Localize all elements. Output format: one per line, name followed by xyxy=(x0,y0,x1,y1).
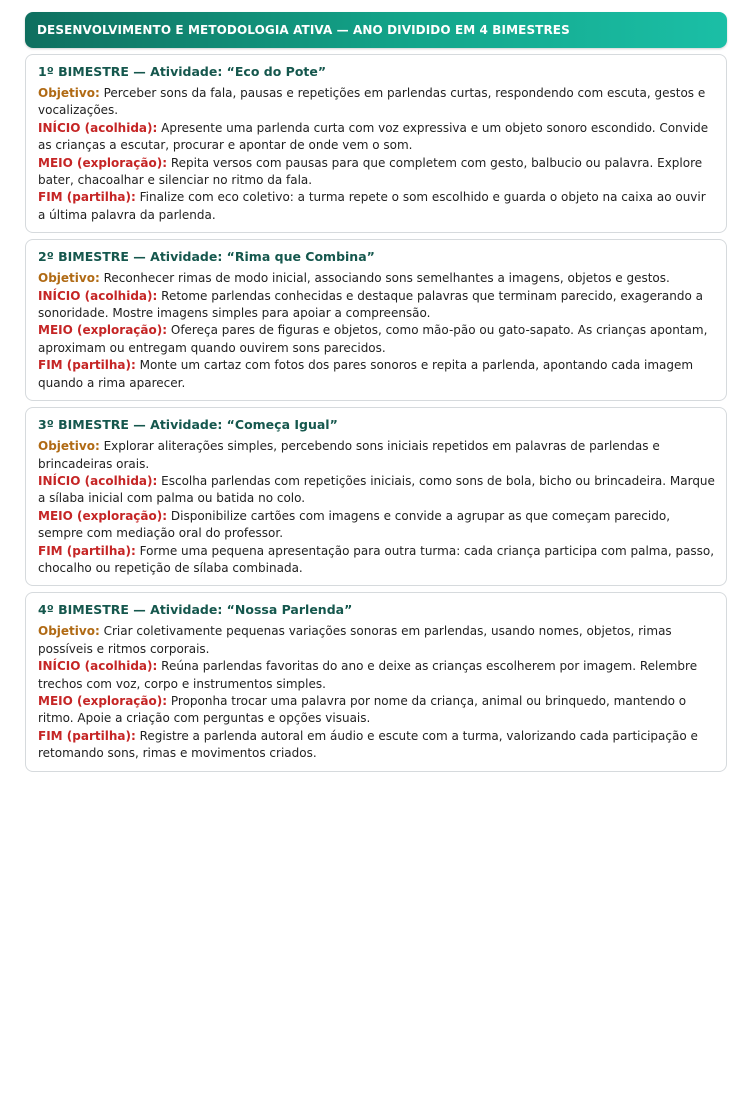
objetivo-text: Perceber sons da fala, pausas e repetições em parlendas curtas, respondendo com escuta, gestos e vocalizações. xyxy=(38,86,706,118)
meio-line xyxy=(38,693,715,728)
fim-label: FIM (partilha): xyxy=(38,728,136,743)
fim-text: Registre a parlenda autoral em áudio e escute com a turma, valorizando cada participação e retomando sons, rimas e movimentos criados. xyxy=(38,728,698,761)
meio-label: MEIO (exploração): xyxy=(38,323,168,338)
meio-line xyxy=(38,322,715,357)
objetivo-text: Reconhecer rimas de modo inicial, associando sons semelhantes a imagens, objetos e gestos. xyxy=(103,271,670,286)
objetivo-label: Objetivo: xyxy=(38,624,100,639)
fim-label: FIM (partilha): xyxy=(38,190,136,205)
inicio-text: Retome parlendas conhecidas e destaque palavras que terminam parecido, exagerando a sonoridade. Mostre imagens simples para apoiar a compreensão. xyxy=(38,288,703,321)
objetivo-label: Objetivo: xyxy=(38,86,100,100)
objetivo-line xyxy=(38,438,715,473)
objetivo-text: Explorar aliterações simples, percebendo sons iniciais repetidos em palavras de parlendas e brincadeiras orais. xyxy=(38,439,660,471)
meio-label: MEIO (exploração): xyxy=(38,508,168,523)
meio-label: MEIO (exploração): xyxy=(38,155,168,170)
objetivo-label: Objetivo: xyxy=(38,439,100,454)
card-title: 4º BIMESTRE — Atividade: “Nossa Parlenda” xyxy=(38,602,353,618)
card-title: 1º BIMESTRE — Atividade: “Eco do Pote” xyxy=(38,64,327,79)
bimestre-card-2 xyxy=(25,239,727,401)
meio-line xyxy=(38,155,715,190)
meio-text: Ofereça pares de figuras e objetos, como mão-pão ou gato-sapato. As crianças apontam, aproximam ou entregam quando ouvirem sons parecidos. xyxy=(38,323,708,355)
inicio-text: Escolha parlendas com repetições iniciais, como sons de bola, bicho ou brincadeira. Marque a sílaba inicial com palma ou batida no colo. xyxy=(38,473,715,506)
objetivo-line xyxy=(38,85,715,120)
inicio-line xyxy=(38,288,715,323)
page-title: DESENVOLVIMENTO E METODOLOGIA ATIVA — ANO DIVIDIDO EM 4 BIMESTRES xyxy=(37,23,570,37)
objetivo-line xyxy=(38,623,715,658)
objetivo-label: Objetivo: xyxy=(38,271,100,286)
inicio-text: Apresente uma parlenda curta com voz expressiva e um objeto sonoro escondido. Convide as crianças a escutar, procurar e apontar de onde vem o som. xyxy=(38,120,709,153)
fim-label: FIM (partilha): xyxy=(38,358,136,373)
bimestre-card-3 xyxy=(25,407,727,586)
page-header xyxy=(25,12,727,48)
objetivo-text: Criar coletivamente pequenas variações sonoras em parlendas, usando nomes, objetos, rimas possíveis e ritmos corporais. xyxy=(38,624,672,656)
card-title: 3º BIMESTRE — Atividade: “Começa Igual” xyxy=(38,417,338,433)
inicio-label: INÍCIO (acolhida): xyxy=(38,473,158,488)
bimestre-card-4 xyxy=(25,592,727,771)
fim-line xyxy=(38,728,715,763)
fim-line xyxy=(38,357,715,392)
fim-label: FIM (partilha): xyxy=(38,543,136,558)
inicio-text: Reúna parlendas favoritas do ano e deixe as crianças escolherem por imagem. Relembre trechos com voz, corpo e instrumentos simples. xyxy=(38,659,698,691)
fim-text: Monte um cartaz com fotos dos pares sonoros e repita a parlenda, apontando cada imagem quando a rima aparecer. xyxy=(38,358,694,390)
meio-text: Proponha trocar uma palavra por nome da criança, animal ou brinquedo, mantendo o ritmo. Apoie a criação com perguntas e opções visuais. xyxy=(38,693,687,726)
inicio-label: INÍCIO (acolhida): xyxy=(38,120,158,135)
fim-text: Finalize com eco coletivo: a turma repete o som escolhido e guarda o objeto na caixa ao ouvir a última palavra da parlenda. xyxy=(38,190,706,222)
meio-label: MEIO (exploração): xyxy=(38,693,168,708)
bimestre-card-1 xyxy=(25,54,727,233)
card-title: 2º BIMESTRE — Atividade: “Rima que Combina” xyxy=(38,249,375,265)
inicio-line xyxy=(38,473,715,508)
inicio-line xyxy=(38,658,715,693)
meio-text: Disponibilize cartões com imagens e convide a agrupar as que começam parecido, sempre com mediação oral do professor. xyxy=(38,508,671,541)
meio-line xyxy=(38,508,715,543)
fim-line xyxy=(38,543,715,578)
objetivo-line xyxy=(38,270,715,287)
inicio-line xyxy=(38,120,715,155)
inicio-label: INÍCIO (acolhida): xyxy=(38,288,158,303)
meio-text: Repita versos com pausas para que completem com gesto, balbucio ou palavra. Explore bater, chacoalhar e silenciar no ritmo da fala. xyxy=(38,155,703,188)
inicio-label: INÍCIO (acolhida): xyxy=(38,659,158,674)
fim-text: Forme uma pequena apresentação para outra turma: cada criança participa com palma, passo, chocalho ou repetição de sílaba combinada. xyxy=(38,543,715,575)
fim-line xyxy=(38,189,715,224)
